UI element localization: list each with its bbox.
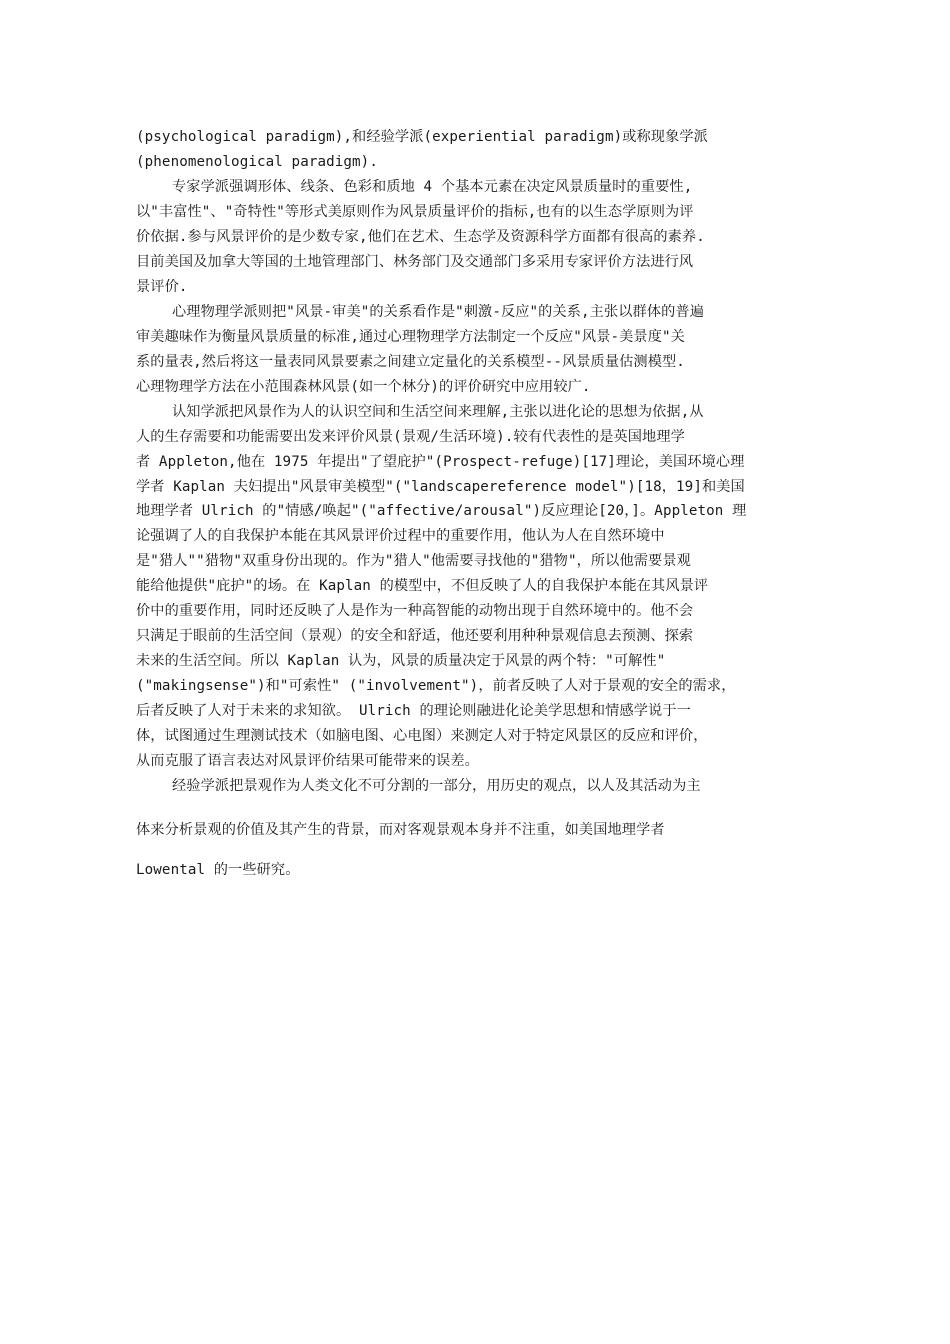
- text-line: 学者 Kaplan 夫妇提出"风景审美模型"("landscapereference model")[18，19]和美国: [136, 479, 745, 495]
- text-line: (psychological paradigm),和经验学派(experiential paradigm)或称现象学派: [136, 129, 708, 145]
- text-line: 认知学派把风景作为人的认识空间和生活空间来理解,主张以进化论的思想为依据,从: [172, 404, 704, 420]
- text-line: 是"猎人""猎物"双重身份出现的。作为"猎人"他需要寻找他的"猎物"，所以他需要景观: [136, 553, 691, 569]
- text-line: 后者反映了人对于未来的求知欲。 Ulrich 的理论则融进化论美学思想和情感学说于一: [136, 703, 691, 719]
- text-line: 系的量表,然后将这一量表同风景要素之间建立定量化的关系模型--风景质量估测模型.: [136, 354, 685, 370]
- text-line: 心理物理学派则把"风景-审美"的关系看作是"刺激-反应"的关系,主张以群体的普遍: [172, 304, 704, 320]
- text-line: 价中的重要作用，同时还反映了人是作为一种高智能的动物出现于自然环境中的。他不会: [136, 603, 694, 619]
- text-line: 体来分析景观的价值及其产生的背景，而对客观景观本身并不注重，如美国地理学者: [136, 822, 665, 838]
- text-line: 审美趣味作为衡量风景质量的标准,通过心理物理学方法制定一个反应"风景-美景度"关: [136, 329, 685, 345]
- text-line: 景评价.: [136, 279, 188, 295]
- text-line: 价依据.参与风景评价的是少数专家,他们在艺术、生态学及资源科学方面都有很高的素养.: [136, 229, 705, 245]
- text-line: ("makingsense")和"可索性" ("involvement")，前者反映了人对于景观的安全的需求，: [136, 678, 736, 694]
- text-line: 地理学者 Ulrich 的"情感/唤起"("affective/arousal")反应理论[20，]。Appleton 理: [136, 503, 747, 519]
- text-line: 经验学派把景观作为人类文化不可分割的一部分，用历史的观点，以人及其活动为主: [172, 778, 701, 794]
- text-line: 者 Appleton,他在 1975 年提出"了望庇护"(Prospect-refuge)[17]理论，美国环境心理: [136, 454, 745, 470]
- text-line: 从而克服了语言表达对风景评价结果可能带来的误差。: [136, 753, 479, 769]
- text-line: 目前美国及加拿大等国的土地管理部门、林务部门及交通部门多采用专家评价方法进行风: [136, 254, 694, 270]
- text-line: 心理物理学方法在小范围森林风景(如一个林分)的评价研究中应用较广.: [136, 379, 591, 395]
- text-line: 体，试图通过生理测试技术（如脑电图、心电图）来测定人对于特定风景区的反应和评价，: [136, 728, 708, 744]
- text-line: 只满足于眼前的生活空间（景观）的安全和舒适，他还要利用种种景观信息去预测、探索: [136, 628, 694, 644]
- text-line: (phenomenological paradigm).: [136, 154, 378, 170]
- text-line: 人的生存需要和功能需要出发来评价风景(景观/生活环境).较有代表性的是英国地理学: [136, 429, 685, 445]
- text-line: 论强调了人的自我保护本能在其风景评价过程中的重要作用，他认为人在自然环境中: [136, 528, 665, 544]
- text-line: 以"丰富性"、"奇特性"等形式美原则作为风景质量评价的指标,也有的以生态学原则为评: [136, 204, 694, 220]
- text-line: 专家学派强调形体、线条、色彩和质地 4 个基本元素在决定风景质量时的重要性,: [172, 179, 693, 195]
- text-line: 能给他提供"庇护"的场。在 Kaplan 的模型中，不但反映了人的自我保护本能在其风景评: [136, 578, 709, 594]
- text-line: Lowental 的一些研究。: [136, 862, 300, 878]
- text-line: 未来的生活空间。所以 Kaplan 认为，风景的质量决定于风景的两个特："可解性": [136, 653, 666, 669]
